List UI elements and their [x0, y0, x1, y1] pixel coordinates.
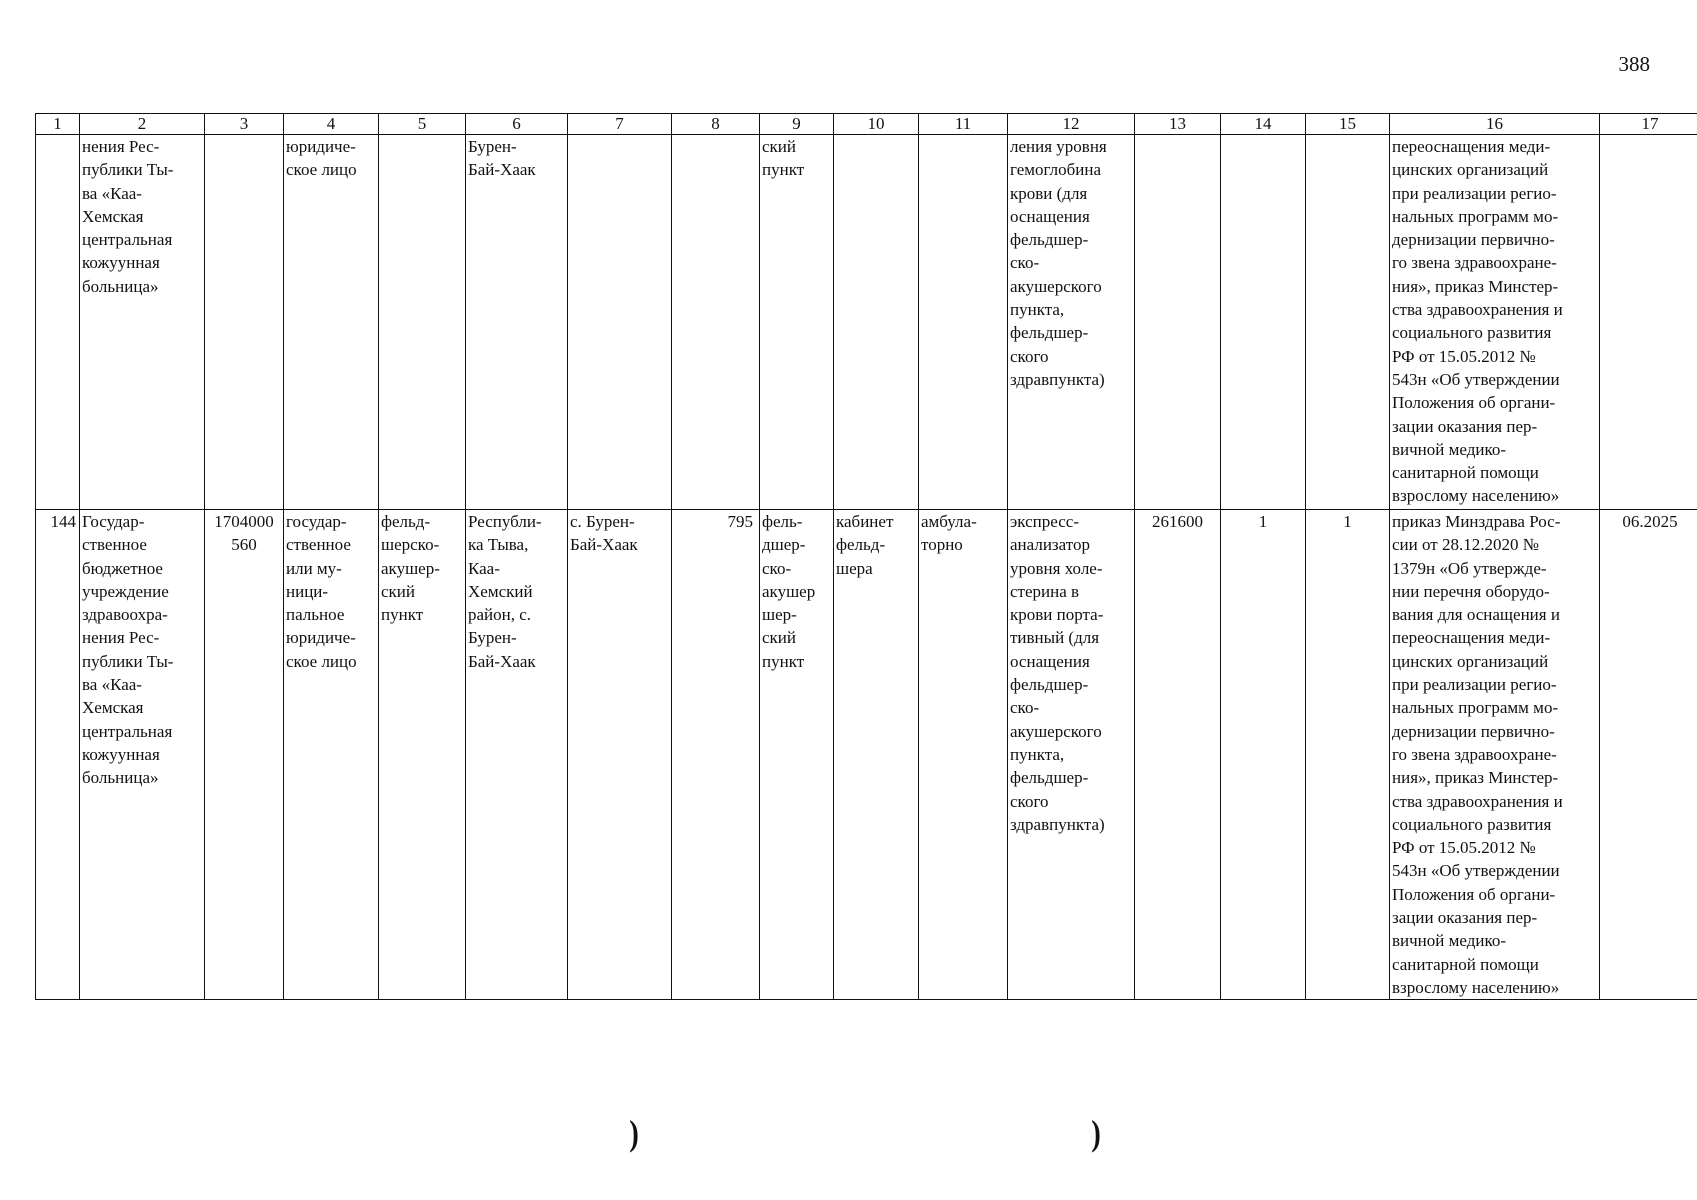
column-header-16: 16	[1390, 114, 1600, 135]
code-cell	[205, 135, 284, 510]
column-header-7: 7	[568, 114, 672, 135]
legal-form-cell: государ- ственное или му- ници- пальное юридиче- ское лицо	[284, 510, 379, 1000]
quantity-planned-cell	[1306, 135, 1390, 510]
column-header-8: 8	[672, 114, 760, 135]
facility-type-cell: фельд- шерско- акушер- ский пункт	[379, 510, 466, 1000]
settlement-cell: с. Бурен- Бай-Хаак	[568, 510, 672, 1000]
facility-type-cell	[379, 135, 466, 510]
organization-name-cell: нения Рес- публики Ты- ва «Каа- Хемская центральная кожуунная больница»	[80, 135, 205, 510]
column-header-14: 14	[1221, 114, 1306, 135]
data-table	[35, 113, 1697, 1000]
quantity-required-cell	[1221, 135, 1306, 510]
quantity-required-cell: 1	[1221, 510, 1306, 1000]
header-row	[36, 114, 1697, 135]
code-cell: 1704000 560	[205, 510, 284, 1000]
table-row	[36, 510, 1697, 1000]
address-cell: Республи- ка Тыва, Каа- Хемский район, с. Бурен- Бай-Хаак	[466, 510, 568, 1000]
legal-basis-cell: переоснащения меди- цинских организаций при реализации регио- нальных программ мо- дернизации первично- го звена здравоохране- ния», приказ Минстер- ства здравоохранения и социального развития РФ от 15.05.2012 № 543н «Об утверждении Положения об органи- зации оказания пер- вичной медико- санитарной помощи взрослому населению»	[1390, 135, 1600, 510]
column-header-4: 4	[284, 114, 379, 135]
table-row	[36, 135, 1697, 510]
column-header-11: 11	[919, 114, 1008, 135]
column-header-12: 12	[1008, 114, 1135, 135]
unit-cell: ский пункт	[760, 135, 834, 510]
price-cell: 261600	[1135, 510, 1221, 1000]
column-header-10: 10	[834, 114, 919, 135]
column-header-6: 6	[466, 114, 568, 135]
care-mode-cell: амбула- торно	[919, 510, 1008, 1000]
column-header-17: 17	[1600, 114, 1697, 135]
row-number-cell	[36, 135, 80, 510]
column-header-13: 13	[1135, 114, 1221, 135]
footer-mark-right: )	[1091, 1113, 1101, 1153]
care-mode-cell	[919, 135, 1008, 510]
room-cell: кабинет фельд- шера	[834, 510, 919, 1000]
unit-cell: фель- дшер- ско- акушер шер- ский пункт	[760, 510, 834, 1000]
population-cell	[672, 135, 760, 510]
address-cell: Бурен- Бай-Хаак	[466, 135, 568, 510]
row-number-cell: 144	[36, 510, 80, 1000]
room-cell	[834, 135, 919, 510]
column-header-2: 2	[80, 114, 205, 135]
equipment-cell: ления уровня гемоглобина крови (для оснащения фельдшер- ско- акушерского пункта, фельдшер- ского здравпункта)	[1008, 135, 1135, 510]
price-cell	[1135, 135, 1221, 510]
column-header-5: 5	[379, 114, 466, 135]
legal-basis-cell: приказ Минздрава Рос- сии от 28.12.2020 № 1379н «Об утвержде- нии перечня оборудо- вания для оснащения и переоснащения меди- цинских организаций при реализации регио- нальных программ мо- дернизации первично- го звена здравоохране- ния», приказ Минстер- ства здравоохранения и социального развития РФ от 15.05.2012 № 543н «Об утверждении Положения об органи- зации оказания пер- вичной медико- санитарной помощи взрослому населению»	[1390, 510, 1600, 1000]
footer-mark-left: )	[629, 1113, 639, 1153]
organization-name-cell: Государ- ственное бюджетное учреждение здравоохра- нения Рес- публики Ты- ва «Каа- Хемская центральная кожуунная больница»	[80, 510, 205, 1000]
deadline-cell: 06.2025	[1600, 510, 1697, 1000]
column-header-9: 9	[760, 114, 834, 135]
settlement-cell	[568, 135, 672, 510]
quantity-planned-cell: 1	[1306, 510, 1390, 1000]
equipment-cell: экспресс- анализатор уровня холе- стерина в крови порта- тивный (для оснащения фельдшер- ско- акушерского пункта, фельдшер- ского здравпункта)	[1008, 510, 1135, 1000]
column-header-3: 3	[205, 114, 284, 135]
legal-form-cell: юридиче- ское лицо	[284, 135, 379, 510]
population-cell: 795	[672, 510, 760, 1000]
column-header-15: 15	[1306, 114, 1390, 135]
deadline-cell	[1600, 135, 1697, 510]
column-header-1: 1	[36, 114, 80, 135]
page-number: 388	[1618, 52, 1650, 76]
